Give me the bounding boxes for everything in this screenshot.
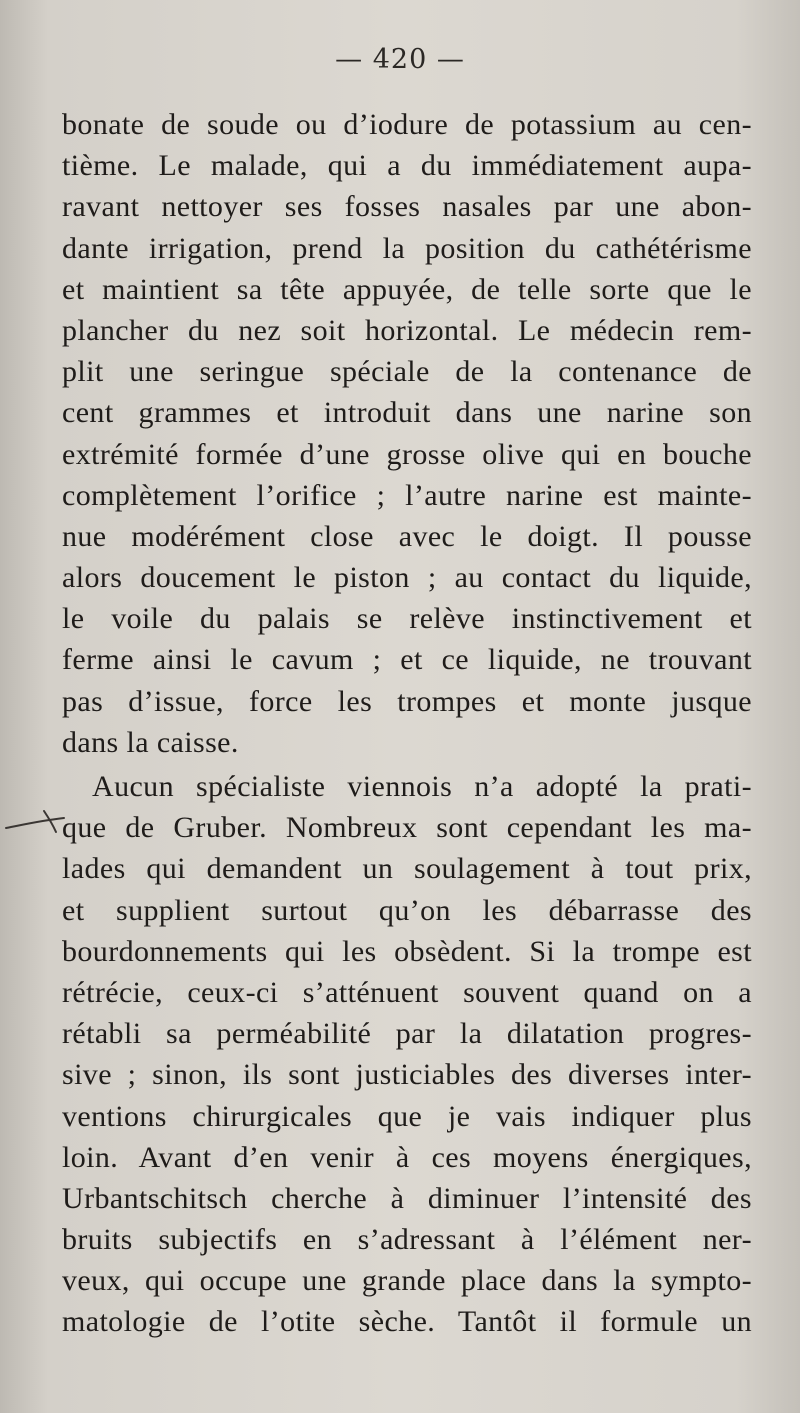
- text-line: cent grammes et introduit dans une narine son: [62, 396, 752, 430]
- body-text: [62, 104, 752, 1343]
- text-line: Aucun spécialiste viennois n’a adopté la prati-: [92, 770, 752, 803]
- paragraph-1: [62, 104, 752, 763]
- text-line: dans la caisse.: [62, 725, 239, 759]
- text-line: bonate de soude ou d’iodure de potassium au cen-: [62, 108, 752, 141]
- text-line: extrémité formée d’une grosse olive qui en bouche: [62, 437, 752, 471]
- page-number: — 420 —: [335, 44, 465, 75]
- text-line: bourdonnements qui les obsèdent. Si la trompe est: [62, 934, 752, 968]
- text-line: ferme ainsi le cavum ; et ce liquide, ne trouvant: [62, 643, 752, 677]
- text-line: ventions chirurgicales que je vais indiquer plus: [62, 1099, 752, 1133]
- text-line: rétrécie, ceux-ci s’atténuent souvent quand on a: [62, 975, 752, 1009]
- text-line: alors doucement le piston ; au contact du liquide,: [62, 561, 752, 595]
- text-line: tième. Le malade, qui a du immédiatement aupa-: [62, 149, 752, 183]
- pencil-margin-mark: [4, 806, 68, 836]
- text-line: complètement l’orifice ; l’autre narine est mainte-: [62, 478, 752, 512]
- paragraph-2: [62, 766, 752, 1343]
- text-line: nue modérément close avec le doigt. Il pousse: [62, 519, 752, 553]
- text-line: rétabli sa perméabilité par la dilatation progres-: [62, 1017, 752, 1051]
- text-line: Urbantschitsch cherche à diminuer l’intensité des: [62, 1181, 752, 1215]
- text-line: et maintient sa tête appuyée, de telle sorte que le: [62, 272, 752, 306]
- text-line: pas d’issue, force les trompes et monte jusque: [62, 684, 752, 718]
- text-line: loin. Avant d’en venir à ces moyens énergiques,: [62, 1140, 752, 1174]
- text-line: plit une seringue spéciale de la contenance de: [62, 355, 752, 389]
- text-line: dante irrigation, prend la position du cathétérisme: [62, 231, 752, 265]
- text-line: le voile du palais se relève instinctivement et: [62, 602, 752, 636]
- text-line: veux, qui occupe une grande place dans la sympto-: [62, 1264, 752, 1298]
- text-line: que de Gruber. Nombreux sont cependant les ma-: [62, 811, 752, 845]
- text-line: matologie de l’otite sèche. Tantôt il formule un: [62, 1305, 752, 1339]
- text-line: bruits subjectifs en s’adressant à l’élément ner-: [62, 1223, 752, 1257]
- text-line: sive ; sinon, ils sont justiciables des diverses inter-: [62, 1058, 752, 1092]
- text-line: plancher du nez soit horizontal. Le médecin rem-: [62, 313, 752, 347]
- text-line: lades qui demandent un soulagement à tout prix,: [62, 852, 752, 886]
- text-line: ravant nettoyer ses fosses nasales par une abon-: [62, 190, 752, 224]
- text-line: et supplient surtout qu’on les débarrasse des: [62, 893, 752, 927]
